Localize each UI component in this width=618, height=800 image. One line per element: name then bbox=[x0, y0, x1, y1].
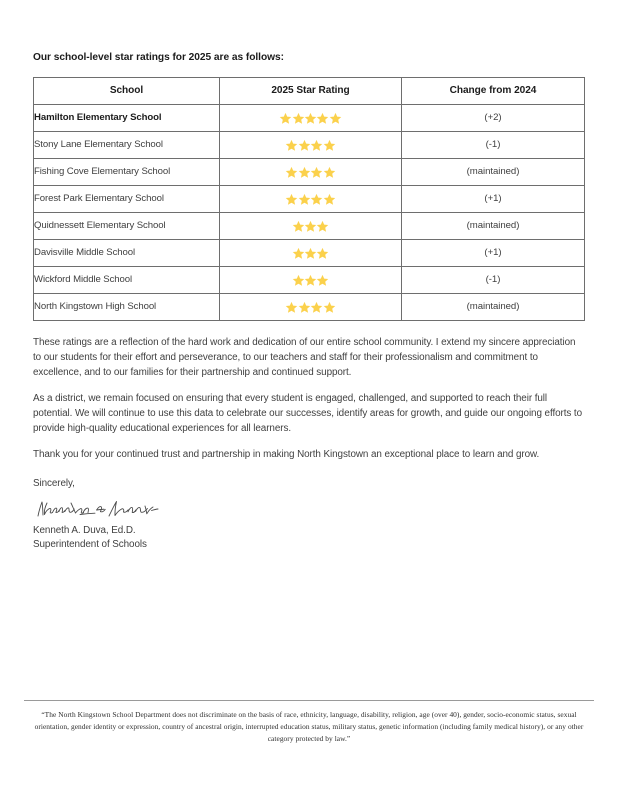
cell-change-from-2024: (+2) bbox=[402, 104, 585, 131]
cell-school-name: Wickford Middle School bbox=[34, 266, 220, 293]
star-icon bbox=[329, 112, 342, 125]
star-icon bbox=[316, 112, 329, 125]
table-row bbox=[34, 266, 585, 293]
cell-school-name: North Kingstown High School bbox=[34, 293, 220, 320]
star-icon bbox=[310, 166, 323, 179]
table-row bbox=[34, 158, 585, 185]
star-icon-group bbox=[286, 193, 336, 206]
intro-line: Our school-level star ratings for 2025 are as follows: bbox=[33, 52, 284, 63]
star-icon bbox=[310, 139, 323, 152]
cell-change-from-2024: (-1) bbox=[402, 131, 585, 158]
table-row bbox=[34, 239, 585, 266]
star-icon bbox=[285, 139, 298, 152]
star-icon bbox=[323, 193, 336, 206]
letter-paragraph: As a district, we remain focused on ensuring that every student is engaged, challenged, and supported to reach their full potential. We will continue to use this data to celebrate our successes, identify areas for growth, and guide our ongoing efforts to provide high-quality educational experiences for all learners. bbox=[33, 392, 582, 434]
letter-paragraph: Thank you for your continued trust and partnership in making North Kingstown an exceptional place to learn and grow. bbox=[33, 449, 540, 461]
star-icon bbox=[292, 247, 305, 260]
document-content bbox=[33, 52, 584, 553]
star-icon-group bbox=[292, 274, 329, 287]
star-icon bbox=[298, 166, 311, 179]
column-header-rating: 2025 Star Rating bbox=[220, 77, 402, 104]
star-icon-group bbox=[286, 301, 336, 314]
star-icon bbox=[298, 301, 311, 314]
star-icon bbox=[323, 301, 336, 314]
signer-name: Kenneth A. Duva, Ed.D. bbox=[33, 525, 136, 537]
star-icon bbox=[285, 301, 298, 314]
table-header-row bbox=[34, 77, 585, 104]
table-row bbox=[34, 104, 585, 131]
table-row bbox=[34, 185, 585, 212]
cell-change-from-2024: (maintained) bbox=[402, 293, 585, 320]
cell-star-rating bbox=[220, 293, 402, 320]
cell-star-rating bbox=[220, 212, 402, 239]
star-icon-group bbox=[279, 112, 341, 125]
star-icon bbox=[298, 139, 311, 152]
star-icon bbox=[285, 193, 298, 206]
star-icon bbox=[316, 274, 329, 287]
footer-divider bbox=[24, 700, 594, 701]
star-ratings-table bbox=[33, 77, 585, 321]
star-icon bbox=[304, 247, 317, 260]
star-icon bbox=[310, 193, 323, 206]
cell-change-from-2024: (-1) bbox=[402, 266, 585, 293]
star-icon bbox=[304, 274, 317, 287]
star-icon-group bbox=[292, 220, 329, 233]
table-row bbox=[34, 293, 585, 320]
signature-image bbox=[35, 499, 165, 521]
cell-star-rating bbox=[220, 131, 402, 158]
star-icon bbox=[316, 220, 329, 233]
star-icon bbox=[292, 112, 305, 125]
cell-change-from-2024: (maintained) bbox=[402, 212, 585, 239]
cell-star-rating bbox=[220, 104, 402, 131]
column-header-change: Change from 2024 bbox=[402, 77, 585, 104]
closing-salutation: Sincerely, bbox=[33, 478, 75, 490]
star-icon bbox=[323, 166, 336, 179]
cell-change-from-2024: (maintained) bbox=[402, 158, 585, 185]
table-body bbox=[34, 104, 585, 320]
cell-school-name: Davisville Middle School bbox=[34, 239, 220, 266]
star-icon bbox=[323, 139, 336, 152]
star-icon bbox=[292, 274, 305, 287]
table-row bbox=[34, 131, 585, 158]
table-row bbox=[34, 212, 585, 239]
signer-title: Superintendent of Schools bbox=[33, 539, 147, 551]
star-icon bbox=[310, 301, 323, 314]
nondiscrimination-disclaimer: “The North Kingstown School Department does not discriminate on the basis of race, ethnicity, language, disability, religion, age (over 40), gender, socio-economic status, sexual orientation, gender identity or expression, country of ancestral origin, interrupted education status, military status, genetic information (including family medical history), or any other category protected by law.” bbox=[34, 710, 584, 743]
cell-star-rating bbox=[220, 185, 402, 212]
star-icon bbox=[316, 247, 329, 260]
star-icon bbox=[304, 112, 317, 125]
cell-school-name: Fishing Cove Elementary School bbox=[34, 158, 220, 185]
star-icon bbox=[285, 166, 298, 179]
cell-school-name: Quidnessett Elementary School bbox=[34, 212, 220, 239]
cell-star-rating bbox=[220, 158, 402, 185]
letter-paragraph: These ratings are a reflection of the hard work and dedication of our entire school community. I extend my sincere appreciation to our students for their effort and perseverance, to our teachers and staff for their professionalism and commitment to excellence, and to our families for their partnership and continued support. bbox=[33, 336, 576, 378]
star-icon bbox=[298, 193, 311, 206]
cell-school-name: Stony Lane Elementary School bbox=[34, 131, 220, 158]
letter-body bbox=[33, 335, 584, 462]
star-icon-group bbox=[292, 247, 329, 260]
cell-star-rating bbox=[220, 266, 402, 293]
star-icon bbox=[292, 220, 305, 233]
cell-change-from-2024: (+1) bbox=[402, 185, 585, 212]
star-icon-group bbox=[286, 139, 336, 152]
column-header-school: School bbox=[34, 77, 220, 104]
cell-change-from-2024: (+1) bbox=[402, 239, 585, 266]
cell-school-name: Forest Park Elementary School bbox=[34, 185, 220, 212]
star-icon bbox=[304, 220, 317, 233]
star-icon-group bbox=[286, 166, 336, 179]
star-icon bbox=[279, 112, 292, 125]
cell-school-name: Hamilton Elementary School bbox=[34, 104, 220, 131]
cell-star-rating bbox=[220, 239, 402, 266]
